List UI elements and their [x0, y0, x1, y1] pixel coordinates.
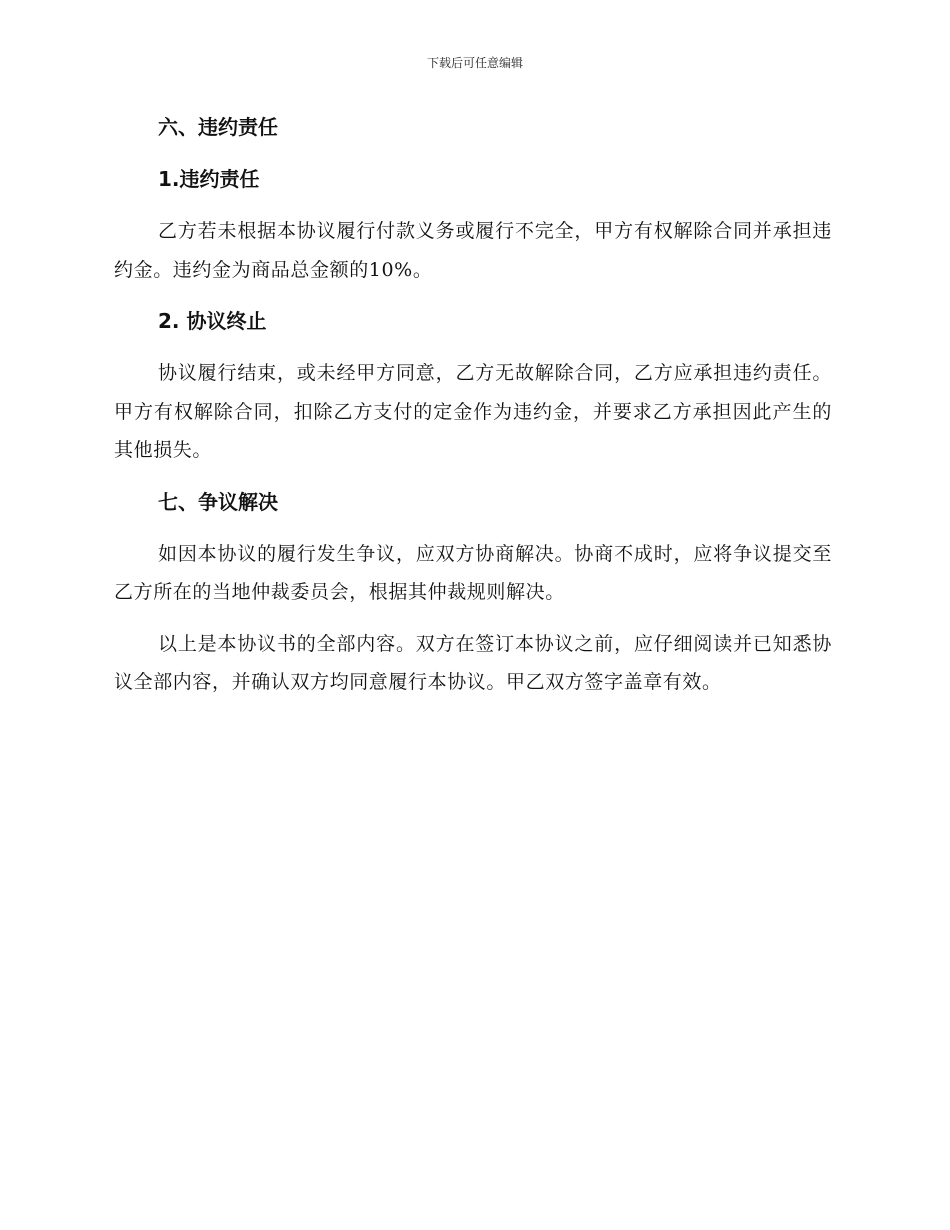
section-heading-dispute: 七、争议解决: [158, 489, 278, 514]
section-heading-breach: 六、违约责任: [158, 115, 278, 139]
subheading-termination: 2. 协议终止: [158, 309, 267, 333]
document-body: [114, 108, 832, 715]
paragraph-closing: 以上是本协议书的全部内容。双方在签订本协议之前，应仔细阅读并已知悉协议全部内容，并确认双方均同意履行本协议。甲乙双方签字盖章有效。: [114, 632, 832, 693]
subheading-breach-liability: 1.违约责任: [158, 167, 260, 191]
page-header: 下载后可任意编辑: [426, 56, 523, 70]
paragraph-breach-liability: 乙方若未根据本协议履行付款义务或履行不完全，甲方有权解除合同并承担违约金。违约金为商品总金额的10%。: [114, 220, 832, 281]
paragraph-dispute: 如因本协议的履行发生争议，应双方协商解决。协商不成时，应将争议提交至乙方所在的当地仲裁委员会，根据其仲裁规则解决。: [114, 542, 832, 603]
paragraph-termination: 协议履行结束，或未经甲方同意，乙方无故解除合同，乙方应承担违约责任。甲方有权解除合同，扣除乙方支付的定金作为违约金，并要求乙方承担因此产生的其他损失。: [114, 362, 832, 461]
